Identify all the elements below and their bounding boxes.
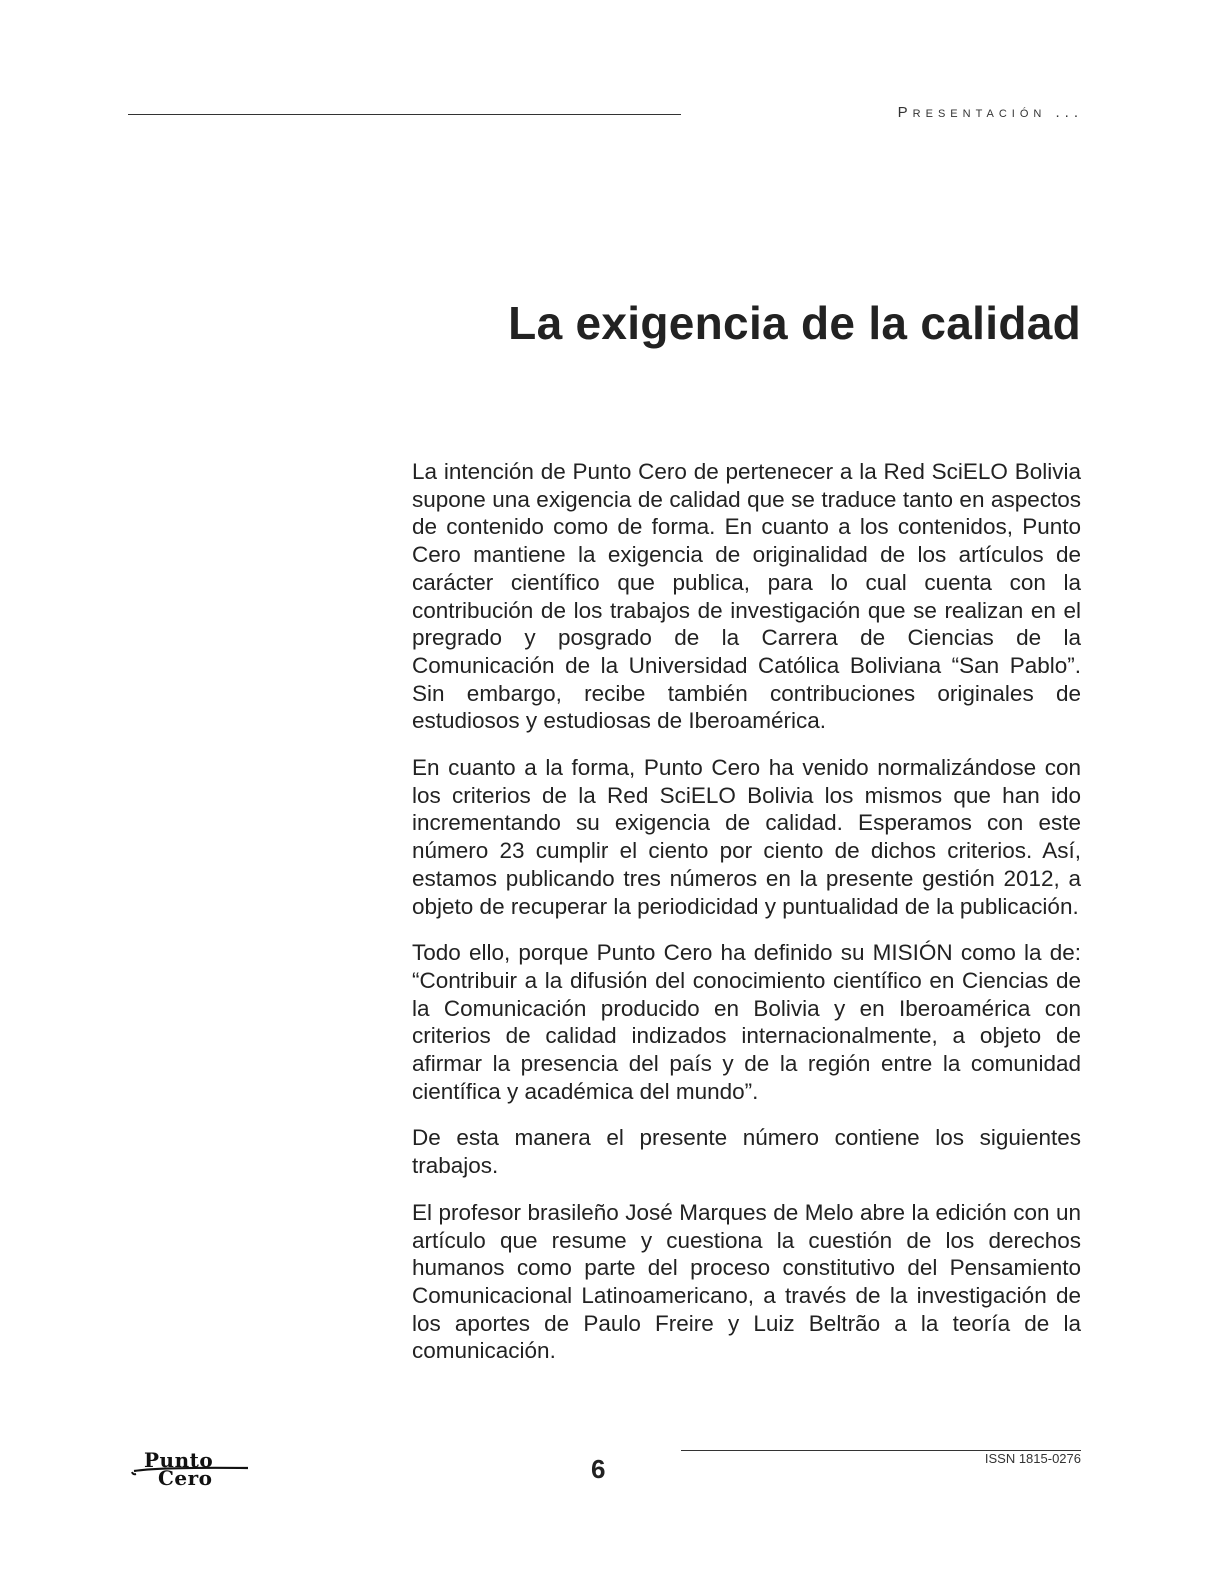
page-number: 6 — [591, 1454, 606, 1484]
paragraph: Todo ello, porque Punto Cero ha definido su MISIÓN como la de: “Contribuir a la difusión del conocimiento científico en Ciencias de la Comunicación producido en Bolivia y en Iberoamérica con criterios de calidad indizados internacionalmente, a objeto de afirmar la presencia del país y de la región entre la comunidad científica y académica del mundo”. — [412, 940, 1081, 1104]
article-body — [412, 458, 1081, 1384]
paragraph: En cuanto a la forma, Punto Cero ha venido normalizándose con los criterios de la Red SciELO Bolivia los mismos que han ido incrementando su exigencia de calidad. Esperamos con este número 23 cumplir el ciento por ciento de dichos criterios. Así, estamos publicando tres números en la presente gestión 2012, a objeto de recuperar la periodicidad y puntualidad de la publicación. — [412, 755, 1081, 919]
paragraph: De esta manera el presente número contiene los siguientes trabajos. — [412, 1125, 1081, 1179]
issn-label: ISSN 1815-0276 — [984, 1451, 1081, 1466]
paragraph: La intención de Punto Cero de pertenecer a la Red SciELO Bolivia supone una exigencia de calidad que se traduce tanto en aspectos de contenido como de forma. En cuanto a los contenidos, Punto Cero mantiene la exigencia de originalidad de los artículos de carácter científico que publica, para lo cual cuenta con la contribución de los trabajos de investigación que se realizan en el pregrado y posgrado de la Carrera de Ciencias de la Comunicación de la Universidad Católica Boliviana “San Pablo”. Sin embargo, recibe también contribuciones originales de estudiosos y estudiosas de Iberoamérica. — [412, 459, 1081, 734]
punto-cero-logo — [130, 1448, 252, 1490]
section-label: Presentación ... — [897, 104, 1083, 121]
header-rule — [128, 114, 681, 115]
logo-text-punto: Punto — [144, 1448, 214, 1472]
article-title: La exigencia de la calidad — [508, 297, 1081, 349]
logo-text-cero: Cero — [158, 1466, 213, 1490]
paragraph: El profesor brasileño José Marques de Melo abre la edición con un artículo que resume y cuestiona la cuestión de los derechos humanos como parte del proceso constitutivo del Pensamiento Comunicacional Latinoamericano, a través de la investigación de los aportes de Paulo Freire y Luiz Beltrão a la teoría de la comunicación. — [412, 1199, 1081, 1364]
